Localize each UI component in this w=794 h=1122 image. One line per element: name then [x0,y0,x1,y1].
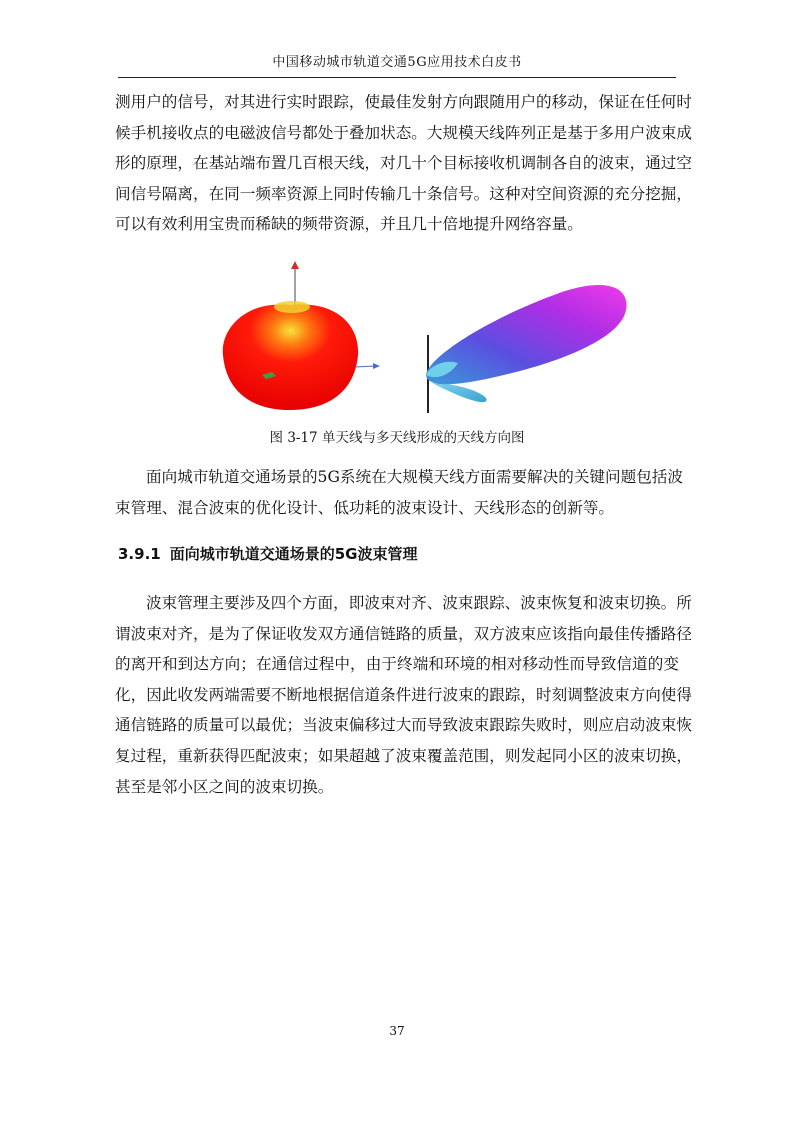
paragraph-line: 面向城市轨道交通场景的5G系统在大规模天线方面需要解决的关键问题包括波 [146,468,683,486]
running-header: 中国移动城市轨道交通5G应用技术白皮书 [272,55,522,70]
paragraph-1 [115,87,692,240]
paragraph-line: 形的原理，在基站端布置几百根天线，对几十个目标接收机调制各自的波束，通过空 [115,154,692,173]
header-rule [118,77,676,78]
paragraph-line: 候手机接收点的电磁波信号都处于叠加状态。大规模天线阵列正是基于多用户波束成 [115,123,692,142]
paragraph-line: 的离开和到达方向；在通信过程中，由于终端和环境的相对移动性而导致信道的变 [115,655,679,674]
section-title: 面向城市轨道交通场景的5G波束管理 [169,545,418,563]
paragraph-line: 复过程，重新获得匹配波束；如果超越了波束覆盖范围，则发起同小区的波束切换， [115,746,692,765]
page-number: 37 [389,1024,405,1038]
antenna-pattern-figure [190,255,640,423]
paragraph-line: 测用户的信号，对其进行实时跟踪，使最佳发射方向跟随用户的移动，保证在任何时 [115,93,692,111]
figure-caption: 图 3-17 单天线与多天线形成的天线方向图 [269,430,525,446]
paragraph-line: 间信号隔离，在同一频率资源上同时传输几十条信号。这种对空间资源的充分挖掘， [115,184,692,203]
paragraph-2 [115,462,683,523]
paragraph-line: 甚至是邻小区之间的波束切换。 [115,777,334,796]
paragraph-line: 化，因此收发两端需要不断地根据信道条件进行波束的跟踪，时刻调整波束方向使得 [115,685,692,704]
section-number: 3.9.1 [118,545,161,563]
single-antenna-pattern [223,261,380,410]
paragraph-line: 可以有效利用宝贵而稀缺的频带资源，并且几十倍地提升网络容量。 [115,215,583,234]
paragraph-3 [115,588,692,802]
paragraph-line: 束管理、混合波束的优化设计、低功耗的波束设计、天线形态的创新等。 [115,498,615,517]
section-heading [118,543,417,565]
paragraph-line: 波束管理主要涉及四个方面，即波束对齐、波束跟踪、波束恢复和波束切换。所 [146,594,692,612]
multi-antenna-beam-pattern [426,285,626,413]
paragraph-line: 通信链路的质量可以最优；当波束偏移过大而导致波束跟踪失败时，则应启动波束恢 [115,716,692,735]
paragraph-line: 谓波束对齐，是为了保证收发双方通信链路的质量，双方波束应该指向最佳传播路径 [115,624,692,643]
